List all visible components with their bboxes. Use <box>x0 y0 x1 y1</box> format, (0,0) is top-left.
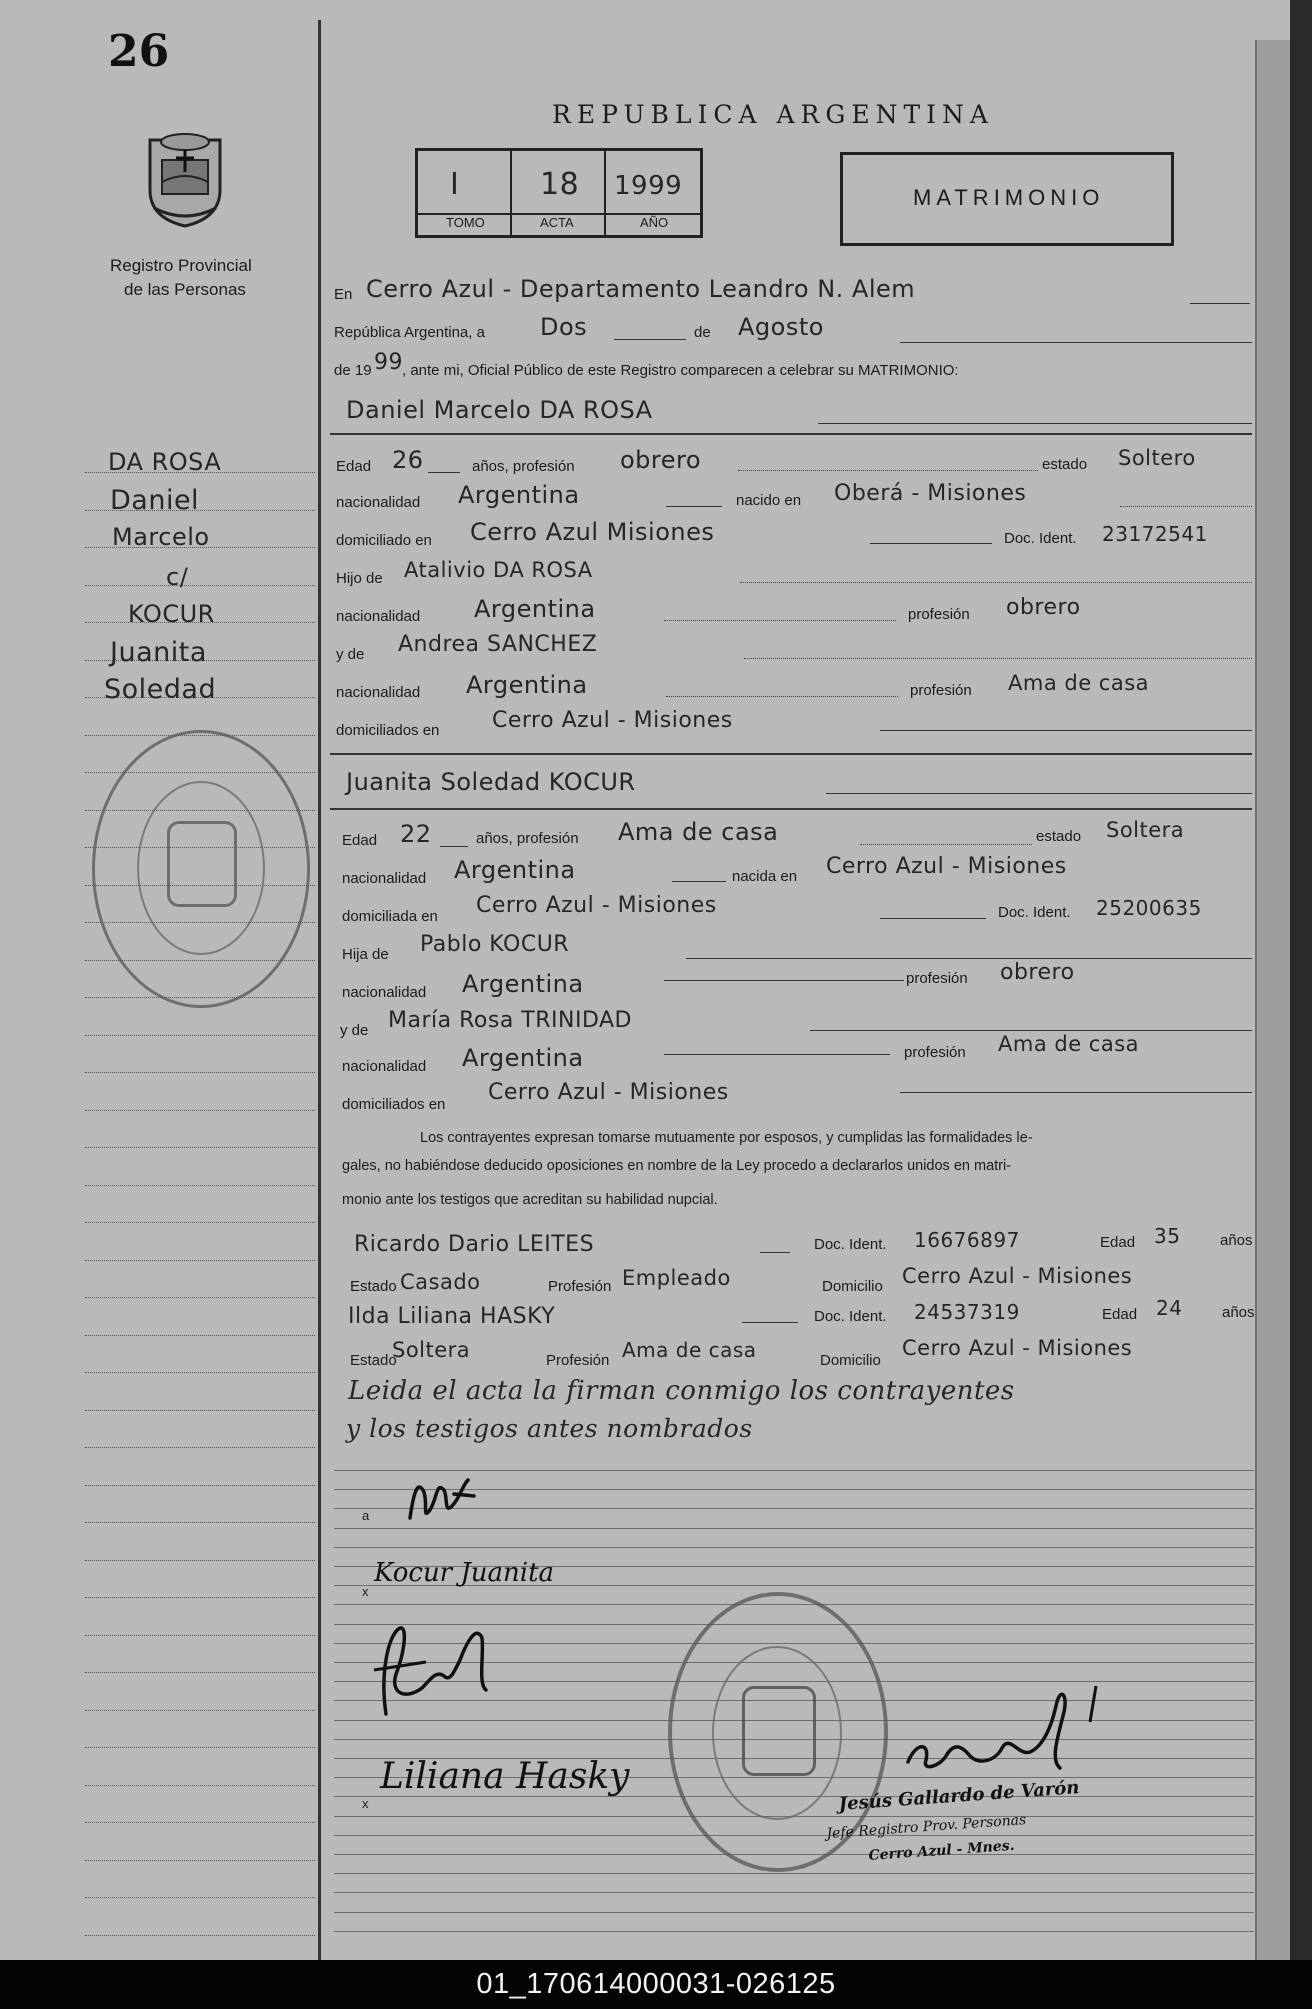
profesion-label: profesión <box>910 682 972 699</box>
domiciliados-label: domiciliados en <box>336 722 440 739</box>
de-label: de <box>694 324 711 341</box>
bride-profession: Ama de casa <box>618 818 779 846</box>
ruled-line <box>334 1931 1254 1932</box>
domicilio-label: Domicilio <box>820 1352 881 1369</box>
anos-label: años <box>1220 1232 1253 1249</box>
nacionalidad-label: nacionalidad <box>342 984 427 1001</box>
fill-line <box>664 980 904 981</box>
margin-rule-line <box>85 1035 315 1036</box>
fill-line <box>818 423 1252 424</box>
sig-x-label: x <box>362 1584 369 1599</box>
witness2-name: Ilda Liliana HASKY <box>348 1304 556 1329</box>
acta-value: 18 <box>540 167 580 202</box>
estado-label: estado <box>1042 456 1088 473</box>
witness2-document: 24537319 <box>914 1300 1020 1324</box>
nacionalidad-label: nacionalidad <box>336 608 421 625</box>
witness1-age: 35 <box>1154 1224 1181 1248</box>
margin-rule-line <box>85 1635 315 1636</box>
margin-rule-line <box>85 1522 315 1523</box>
bride-status: Soltera <box>1106 818 1185 842</box>
groom-document: 23172541 <box>1102 522 1208 546</box>
groom-mother: Andrea SANCHEZ <box>398 632 598 657</box>
stamp-seal-icon <box>167 821 237 907</box>
profesion-label: profesión <box>904 1044 966 1061</box>
bride-mother-profession: Ama de casa <box>998 1032 1140 1056</box>
en-label: En <box>334 286 353 303</box>
bride-father-profession: obrero <box>1000 960 1075 985</box>
edad-label: Edad <box>1100 1234 1136 1251</box>
sig-x-label: x <box>362 1796 369 1811</box>
margin-name: Juanita <box>110 637 207 668</box>
marriage-month: Agosto <box>738 313 824 341</box>
tomo-value: I <box>450 167 460 202</box>
fill-line <box>826 793 1252 794</box>
profesion-label: Profesión <box>548 1278 612 1295</box>
ano-value: 1999 <box>614 171 683 201</box>
margin-rule-line <box>85 1297 315 1298</box>
witness2-signature: Liliana Hasky <box>380 1756 630 1797</box>
witness1-signature-icon <box>366 1614 516 1724</box>
bride-mother-nationality: Argentina <box>462 1044 584 1072</box>
ruled-line <box>334 1912 1254 1913</box>
bride-age: 22 <box>400 820 432 848</box>
witness2-profession: Ama de casa <box>622 1338 757 1362</box>
matrimonio-box <box>840 152 1174 246</box>
official-signature-icon <box>900 1676 1110 1786</box>
legal-text-line: monio ante los testigos que acreditan su habilidad nupcial. <box>342 1192 718 1208</box>
margin-rule-line <box>85 1410 315 1411</box>
margin-rule-line <box>85 1860 315 1861</box>
groom-mother-profession: Ama de casa <box>1008 671 1150 695</box>
profesion-label: profesión <box>906 970 968 987</box>
groom-birthplace: Oberá - Misiones <box>834 481 1027 506</box>
yde-label: y de <box>340 1022 369 1039</box>
acta-label: ACTA <box>540 215 574 230</box>
groom-nationality: Argentina <box>458 481 580 509</box>
page-number: 26 <box>108 26 170 77</box>
groom-father: Atalivio DA ROSA <box>404 558 593 582</box>
margin-rule-line <box>85 1447 315 1448</box>
margin-rule-line <box>85 1335 315 1336</box>
witness1-status: Casado <box>400 1270 481 1294</box>
scan-border <box>1290 0 1312 1960</box>
year-prefix: de 19 <box>334 362 372 379</box>
fill-dots <box>738 470 1038 471</box>
country-title: REPUBLICA ARGENTINA <box>552 100 994 129</box>
closing-line: Leida el acta la firman conmigo los contrayentes <box>348 1376 1015 1406</box>
bride-name: Juanita Soledad KOCUR <box>346 768 636 796</box>
margin-rule-line <box>85 1560 315 1561</box>
legal-text-line: gales, no habiéndose deducido oposiciones en nombre de la Ley procedo a declararlos unidos en matri- <box>342 1158 1012 1174</box>
section-separator <box>330 753 1252 755</box>
fill-line <box>870 543 992 544</box>
doc-label: Doc. Ident. <box>814 1236 887 1253</box>
fill-line <box>664 1054 890 1055</box>
doc-label: Doc. Ident. <box>1004 530 1077 547</box>
bride-document: 25200635 <box>1096 896 1202 920</box>
margin-rule-line <box>85 1747 315 1748</box>
margin-name: Daniel <box>110 485 200 516</box>
domiciliado-label: domiciliado en <box>336 532 432 549</box>
registry-line1: Registro Provincial <box>110 256 252 275</box>
fill-line <box>666 506 722 507</box>
groom-signature-icon <box>404 1470 484 1530</box>
stamp-seal-icon <box>742 1686 816 1776</box>
fill-line <box>760 1252 790 1253</box>
section-separator <box>330 808 1252 810</box>
official-title: Jefe Registro Prov. Personas <box>826 1812 1027 1842</box>
margin-rule-line <box>85 1485 315 1486</box>
margin-rule-line <box>85 1222 315 1223</box>
fill-line <box>880 918 986 919</box>
registry-stamp-left <box>92 730 310 1008</box>
sig-a-label: a <box>362 1508 370 1523</box>
estado-label: Estado <box>350 1352 397 1369</box>
domicilio-label: Domicilio <box>822 1278 883 1295</box>
estado-label: Estado <box>350 1278 397 1295</box>
fill-line <box>614 339 686 340</box>
nacionalidad-label: nacionalidad <box>342 870 427 887</box>
margin-rule-line <box>85 1147 315 1148</box>
margin-name: DA ROSA <box>108 448 222 476</box>
nacionalidad-label: nacionalidad <box>336 494 421 511</box>
doc-label: Doc. Ident. <box>814 1308 887 1325</box>
margin-rule-line <box>85 1072 315 1073</box>
marriage-year-suffix: 99 <box>374 350 403 375</box>
section-separator <box>330 433 1252 435</box>
fill-dots <box>666 696 898 697</box>
registry-ref-box <box>415 148 703 238</box>
witness2-address: Cerro Azul - Misiones <box>902 1336 1133 1360</box>
fill-dots <box>740 582 1252 583</box>
fill-dots <box>860 844 1032 845</box>
republica-label: República Argentina, a <box>334 324 485 341</box>
groom-age: 26 <box>392 446 424 474</box>
edad-label: Edad <box>1102 1306 1138 1323</box>
margin-rule-line <box>85 585 315 586</box>
official-location: Cerro Azul - Mnes. <box>868 1837 1015 1864</box>
official-name: Jesús Gallardo de Varón <box>838 1777 1081 1815</box>
anos-label: años <box>1222 1304 1255 1321</box>
fill-line <box>900 342 1252 343</box>
fill-line <box>428 472 460 473</box>
bride-signature: Kocur Juanita <box>374 1558 555 1588</box>
bride-address: Cerro Azul - Misiones <box>476 893 717 918</box>
fill-line <box>900 1092 1252 1093</box>
margin-rule-line <box>85 1597 315 1598</box>
column-divider <box>318 20 321 1960</box>
nacionalidad-label: nacionalidad <box>342 1058 427 1075</box>
appearance-clause: , ante mi, Oficial Público de este Registro comparecen a celebrar su MATRIMONIO: <box>402 362 959 379</box>
page-edge <box>1255 40 1290 1960</box>
nacida-label: nacida en <box>732 868 798 885</box>
fill-line <box>810 1030 1252 1031</box>
margin-rule-line <box>85 1372 315 1373</box>
act-type: MATRIMONIO <box>913 185 1105 210</box>
yde-label: y de <box>336 646 365 663</box>
celebration-place: Cerro Azul - Departamento Leandro N. Alem <box>366 275 916 303</box>
fill-dots <box>1120 506 1252 507</box>
margin-rule-line <box>85 1710 315 1711</box>
provincial-emblem-icon <box>142 130 228 228</box>
estado-label: estado <box>1036 828 1082 845</box>
margin-rule-line <box>85 1785 315 1786</box>
groom-father-nationality: Argentina <box>474 595 596 623</box>
witness2-status: Soltera <box>392 1338 471 1362</box>
witness1-profession: Empleado <box>622 1266 731 1290</box>
margin-name: Marcelo <box>112 523 210 551</box>
domiciliados-label: domiciliados en <box>342 1096 446 1113</box>
margin-name: KOCUR <box>128 600 215 628</box>
bride-father-nationality: Argentina <box>462 970 584 998</box>
domiciliada-label: domiciliada en <box>342 908 438 925</box>
ruled-line <box>334 1892 1254 1893</box>
fill-line <box>880 730 1252 731</box>
tomo-label: TOMO <box>446 215 485 230</box>
margin-rule-line <box>85 1672 315 1673</box>
margin-rule-line <box>85 1897 315 1898</box>
fill-line <box>440 846 468 847</box>
groom-profession: obrero <box>620 446 702 474</box>
margin-name: c/ <box>166 563 189 591</box>
groom-address: Cerro Azul Misiones <box>470 518 715 546</box>
profesion-label: Profesión <box>546 1352 610 1369</box>
bride-father: Pablo KOCUR <box>420 932 570 957</box>
witness1-address: Cerro Azul - Misiones <box>902 1264 1133 1288</box>
doc-label: Doc. Ident. <box>998 904 1071 921</box>
scan-footer <box>0 1960 1312 2009</box>
fill-line <box>672 881 726 882</box>
legal-text-line: Los contrayentes expresan tomarse mutuamente por esposos, y cumplidas las formalidades le- <box>420 1130 1033 1146</box>
margin-rule-line <box>85 1260 315 1261</box>
fill-line <box>742 1322 798 1323</box>
anos-profesion-label: años, profesión <box>476 830 579 847</box>
witness1-document: 16676897 <box>914 1228 1020 1252</box>
margin-rule-line <box>85 1935 315 1936</box>
groom-parents-address: Cerro Azul - Misiones <box>492 708 733 733</box>
witness2-age: 24 <box>1156 1296 1183 1320</box>
document-id: 01_170614000031-026125 <box>476 1968 836 2000</box>
bride-mother: María Rosa TRINIDAD <box>388 1008 632 1033</box>
bride-birthplace: Cerro Azul - Misiones <box>826 854 1067 879</box>
margin-rule-line <box>85 1110 315 1111</box>
fill-dots <box>744 658 1252 659</box>
hijo-label: Hijo de <box>336 570 383 587</box>
edad-label: Edad <box>342 832 378 849</box>
ruled-line <box>334 1873 1254 1874</box>
groom-mother-nationality: Argentina <box>466 671 588 699</box>
groom-name: Daniel Marcelo DA ROSA <box>346 396 653 424</box>
margin-rule-line <box>85 1185 315 1186</box>
nacido-label: nacido en <box>736 492 802 509</box>
groom-status: Soltero <box>1118 446 1196 470</box>
hija-label: Hija de <box>342 946 389 963</box>
fill-line <box>1190 303 1250 304</box>
closing-line: y los testigos antes nombrados <box>346 1414 753 1443</box>
witness1-name: Ricardo Dario LEITES <box>354 1232 595 1257</box>
ano-label: AÑO <box>640 215 669 230</box>
nacionalidad-label: nacionalidad <box>336 684 421 701</box>
margin-rule-line <box>85 1822 315 1823</box>
bride-parents-address: Cerro Azul - Misiones <box>488 1080 729 1105</box>
edad-label: Edad <box>336 458 372 475</box>
fill-line <box>686 958 1252 959</box>
fill-dots <box>664 620 896 621</box>
groom-father-profession: obrero <box>1006 595 1081 620</box>
registry-line2: de las Personas <box>124 280 246 299</box>
margin-name: Soledad <box>104 674 217 705</box>
marriage-day: Dos <box>540 313 588 341</box>
bride-nationality: Argentina <box>454 856 576 884</box>
anos-profesion-label: años, profesión <box>472 458 575 475</box>
profesion-label: profesión <box>908 606 970 623</box>
ruled-line <box>334 1547 1254 1548</box>
